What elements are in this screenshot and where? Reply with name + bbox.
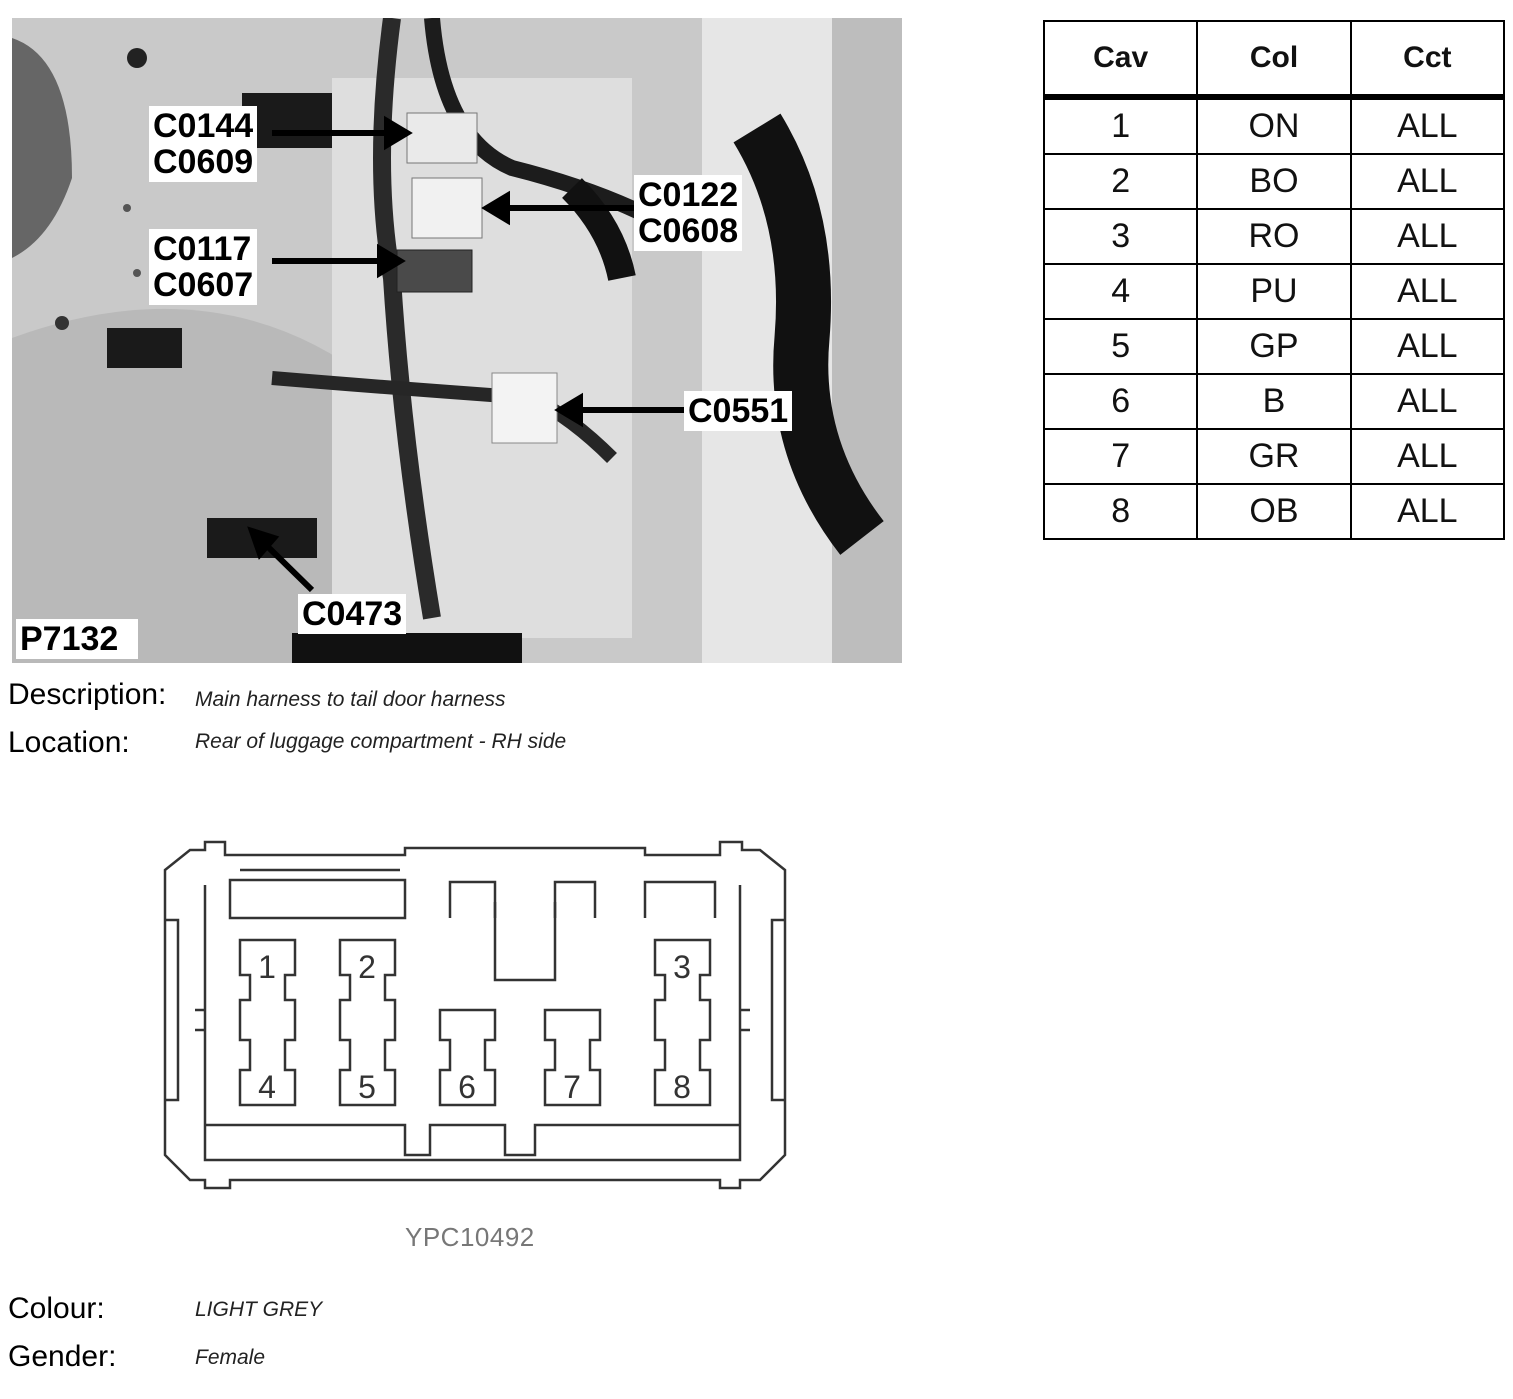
cavity-number-4: 4 (258, 1069, 276, 1105)
colour-value: LIGHT GREY (195, 1298, 323, 1321)
cell-cct: ALL (1351, 484, 1504, 539)
cavity-number-2: 2 (358, 949, 376, 985)
callout-c0117-c0607 (149, 229, 257, 305)
description-label: Description: (8, 678, 167, 711)
callout-text: C0122 (638, 176, 739, 214)
cell-cav: 6 (1044, 374, 1197, 429)
table-row (1044, 154, 1504, 209)
cell-col: BO (1197, 154, 1350, 209)
pinout-table (1043, 20, 1505, 540)
callout-text: C0473 (302, 595, 403, 633)
callout-text: C0117 (153, 230, 252, 268)
cavity-number-5: 5 (358, 1069, 376, 1105)
callout-text: C0607 (153, 266, 254, 304)
cell-cct: ALL (1351, 209, 1504, 264)
colour-label: Colour: (8, 1292, 105, 1325)
cell-cct: ALL (1351, 429, 1504, 484)
location-label: Location: (8, 726, 130, 759)
location-value: Rear of luggage compartment - RH side (195, 730, 567, 753)
table-row (1044, 484, 1504, 539)
description-value: Main harness to tail door harness (195, 688, 506, 711)
location-photo (12, 18, 902, 663)
cell-col: ON (1197, 97, 1350, 154)
cell-cav: 8 (1044, 484, 1197, 539)
callout-text: C0609 (153, 143, 254, 181)
callout-c0144-c0609 (149, 106, 257, 182)
cell-cav: 4 (1044, 264, 1197, 319)
photo-id-label (16, 619, 138, 659)
callout-c0122-c0608 (634, 175, 742, 251)
cell-cav: 2 (1044, 154, 1197, 209)
cavity-number-1: 1 (258, 949, 276, 985)
diagram-code: YPC10492 (405, 1222, 535, 1252)
table-row (1044, 264, 1504, 319)
cell-cct: ALL (1351, 374, 1504, 429)
cavity-number-6: 6 (458, 1069, 476, 1105)
table-row (1044, 319, 1504, 374)
table-row (1044, 209, 1504, 264)
cavity-number-7: 7 (563, 1069, 581, 1105)
callout-c0473 (298, 594, 406, 634)
table-header-row (1044, 21, 1504, 97)
callout-text: C0551 (688, 392, 789, 430)
cavity-number-8: 8 (673, 1069, 691, 1105)
table-row (1044, 429, 1504, 484)
cell-col: PU (1197, 264, 1350, 319)
cell-cct: ALL (1351, 154, 1504, 209)
cell-cav: 1 (1044, 97, 1197, 154)
gender-label: Gender: (8, 1340, 117, 1373)
header-cav: Cav (1044, 21, 1197, 97)
cell-cav: 5 (1044, 319, 1197, 374)
cell-cct: ALL (1351, 319, 1504, 374)
connector-face-diagram (150, 810, 800, 1210)
cell-cav: 7 (1044, 429, 1197, 484)
cell-col: OB (1197, 484, 1350, 539)
table-row (1044, 97, 1504, 154)
header-cct: Cct (1351, 21, 1504, 97)
photo-illustration (12, 18, 902, 663)
cell-cct: ALL (1351, 97, 1504, 154)
gender-value: Female (195, 1346, 266, 1369)
cell-col: GR (1197, 429, 1350, 484)
callout-text: C0144 (153, 107, 254, 145)
header-col: Col (1197, 21, 1350, 97)
callout-text: C0608 (638, 212, 739, 250)
cell-col: B (1197, 374, 1350, 429)
cell-cav: 3 (1044, 209, 1197, 264)
cell-col: GP (1197, 319, 1350, 374)
callout-c0551 (684, 391, 792, 431)
cell-cct: ALL (1351, 264, 1504, 319)
table-row (1044, 374, 1504, 429)
cavity-number-3: 3 (673, 949, 691, 985)
photo-id-text: P7132 (20, 620, 119, 658)
cell-col: RO (1197, 209, 1350, 264)
